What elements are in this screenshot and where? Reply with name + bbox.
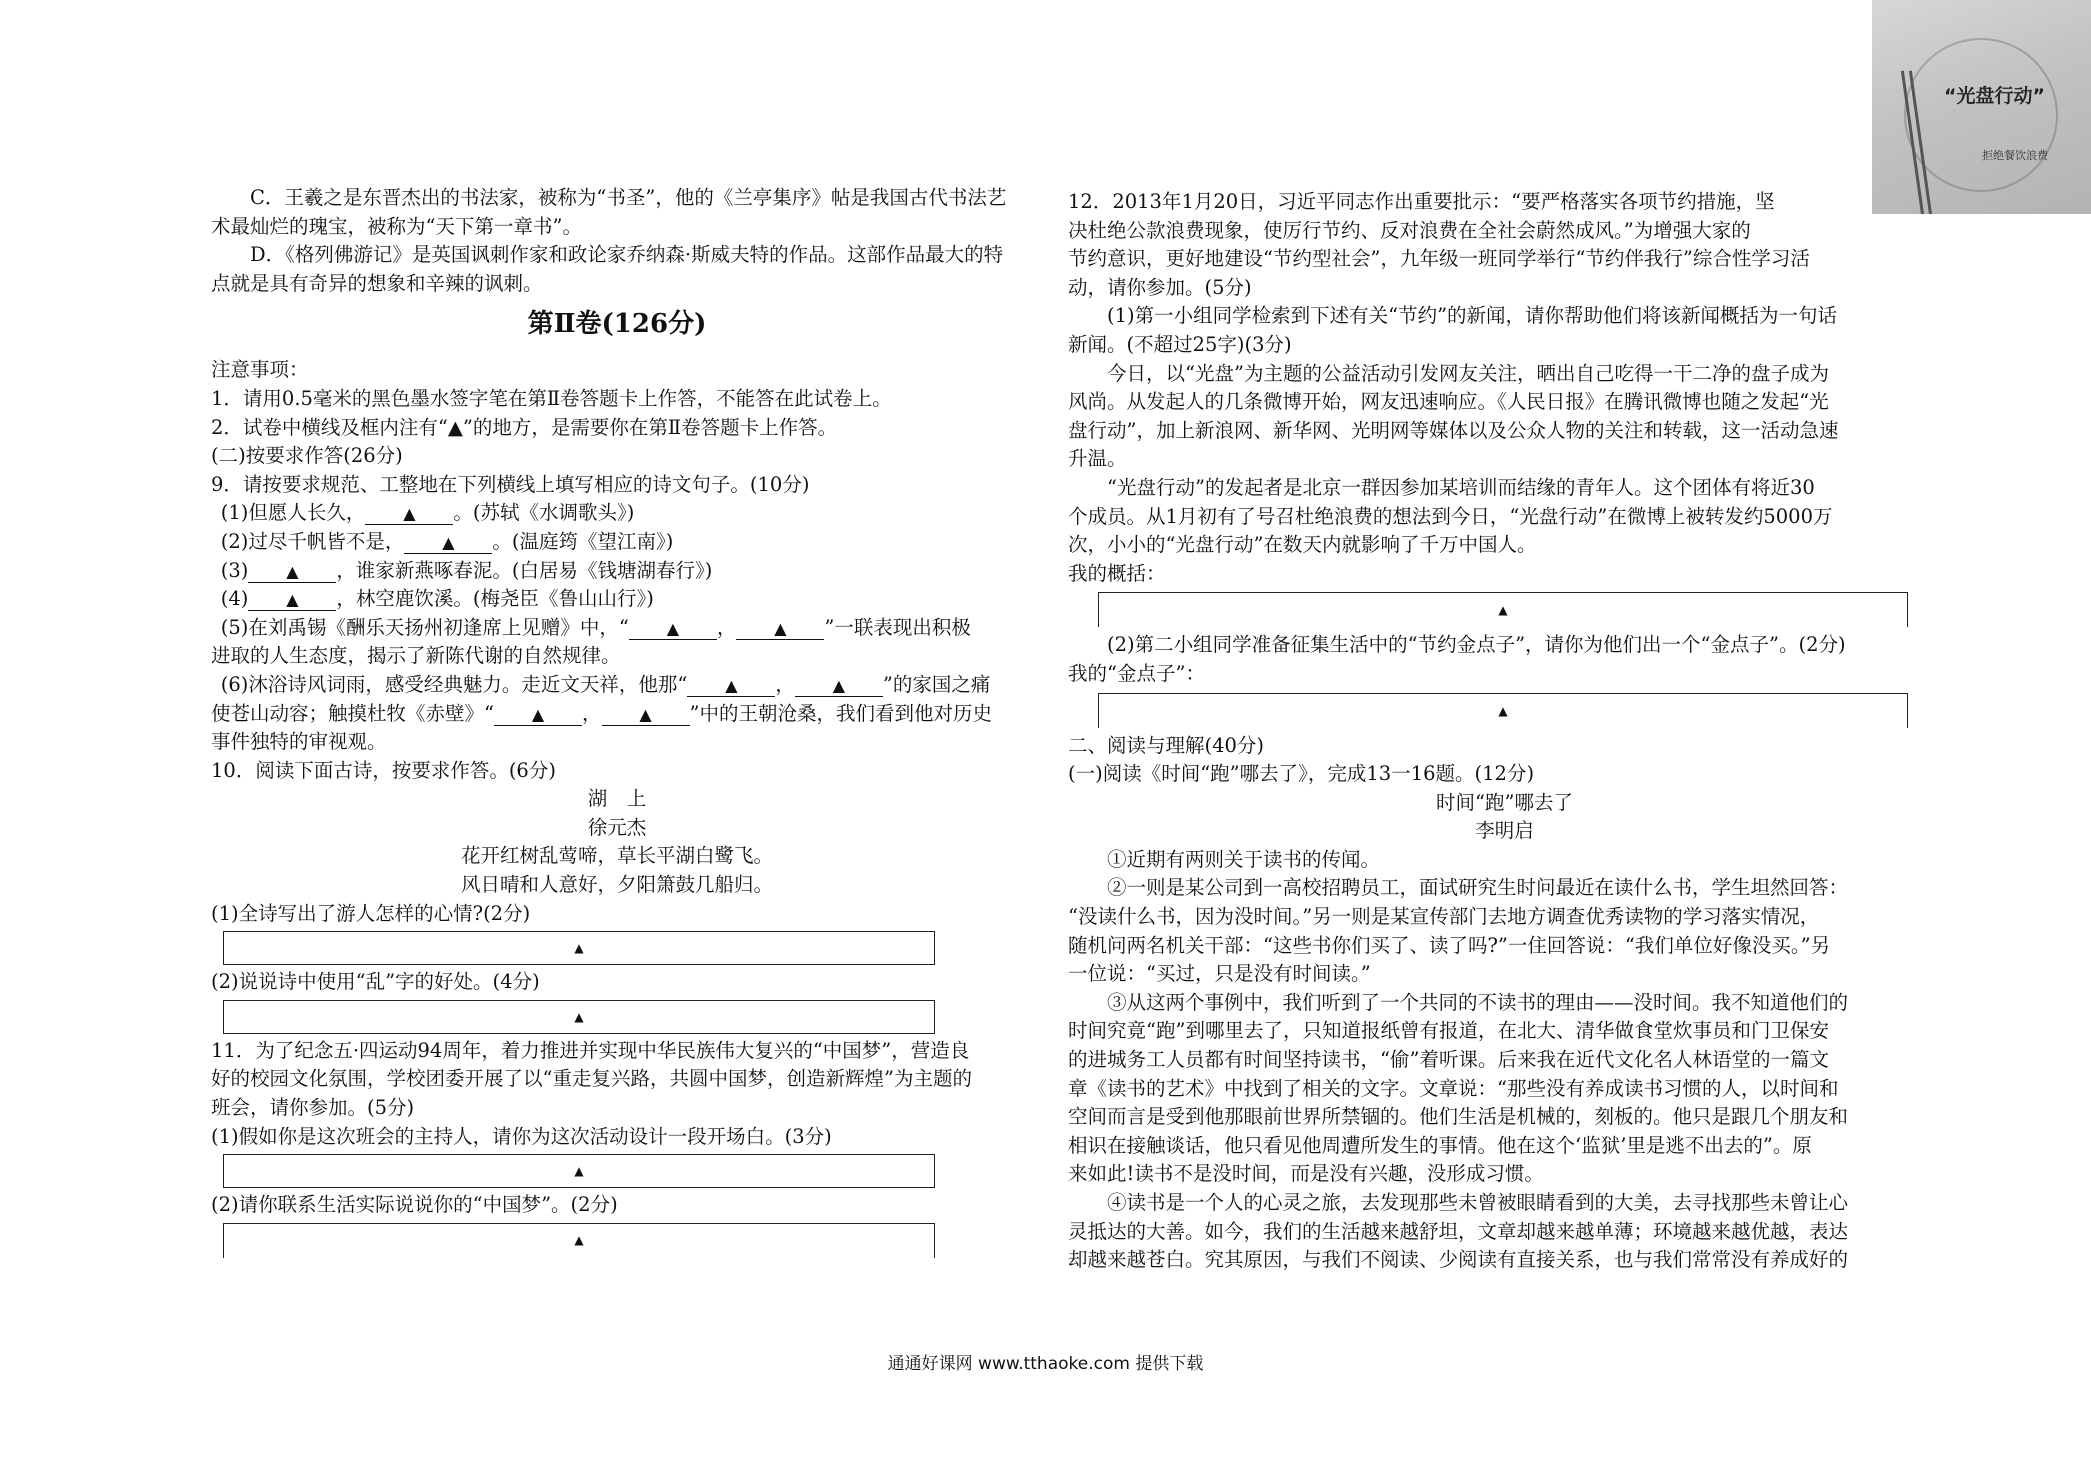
article-para-3-line2: 时间究竟“跑”到哪里去了，只知道报纸曾有报道，在北大、清华做食堂炊事员和门卫保安	[1068, 1019, 1829, 1043]
article-para-3-line5: 空间而言是受到他那眼前世界所禁锢的。他们生活是机械的，刻板的。他只是跟几个朋友和	[1068, 1105, 1849, 1129]
q9-item-6-cont2: 事件独特的审视观。	[211, 730, 387, 754]
q9-item-6-cont1: 使苍山动容；触摸杜牧《赤壁》“ ▲ ， ▲ ”中的王朝沧桑，我们看到他对历史	[211, 701, 992, 725]
q12-line-3: 节约意识，更好地建设“节约型社会”，九年级一班同学举行“节约伴我行”综合性学习活	[1068, 247, 1810, 271]
answer-box-q12-2[interactable]: ▲	[1098, 693, 1908, 728]
answer-blank[interactable]: ▲	[736, 619, 824, 640]
answer-blank[interactable]: ▲	[602, 705, 690, 726]
q9-item-6: (6)沐浴诗风词雨，感受经典魅力。走近文天祥，他那“ ▲ ， ▲ ”的家国之痛	[220, 672, 991, 696]
answer-box-q10-2[interactable]: ▲	[223, 1000, 935, 1034]
q12-part2: (2)第二小组同学准备征集生活中的“节约金点子”，请你为他们出一个“金点子”。(2分)	[1107, 633, 1846, 657]
news-para2-line3: 次，小小的“光盘行动”在数天内就影响了千万中国人。	[1068, 533, 1537, 557]
news-para1-line1: 今日，以“光盘”为主题的公益活动引发网友关注，晒出自己吃得一干二净的盘子成为	[1107, 361, 1829, 385]
article-para-4-line1: ④读书是一个人的心灵之旅，去发现那些未曾被眼睛看到的大美，去寻找那些未曾让心	[1107, 1191, 1849, 1214]
option-d-line1: D．《格列佛游记》是英国讽刺作家和政论家乔纳森·斯威夫特的作品。这部作品最大的特	[250, 243, 1004, 267]
answer-box-q11-2[interactable]: ▲	[223, 1223, 935, 1258]
poem-author: 徐元杰	[587, 815, 647, 839]
photo-slogan: “光盘行动”	[1944, 85, 2045, 107]
q10-2: (2)说说诗中使用“乱”字的好处。(4分)	[211, 970, 540, 994]
article-para-2-line2: “没读什么书，因为没时间。”另一则是某宣传部门去地方调查优秀读物的学习落实情况，	[1068, 905, 1820, 929]
article-para-3-line1: ③从这两个事例中，我们听到了一个共同的不读书的理由——没时间。我不知道他们的	[1107, 990, 1849, 1014]
q12-part1-line2: 新闻。(不超过25字)(3分)	[1068, 332, 1292, 356]
q10-1: (1)全诗写出了游人怎样的心情?(2分)	[211, 901, 531, 925]
answer-box-q12-1[interactable]: ▲	[1098, 592, 1908, 627]
q11-2: (2)请你联系生活实际说说你的“中国梦”。(2分)	[211, 1193, 618, 1217]
answer-blank[interactable]: ▲	[248, 562, 336, 583]
answer-blank[interactable]: ▲	[248, 590, 336, 611]
poem-line-2: 风日晴和人意好，夕阳箫鼓几船归。	[460, 873, 773, 897]
left-column	[211, 184, 1023, 1261]
answer-box-q10-1[interactable]: ▲	[223, 931, 935, 965]
article-para-3-line4: 章《读书的艺术》中找到了相关的文字。文章说：“那些没有养成读书习惯的人，以时间和	[1068, 1076, 1839, 1100]
note-2: 2．试卷中横线及框内注有“▲”的地方，是需要你在第Ⅱ卷答题卡上作答。	[211, 415, 838, 439]
q11-stem-3: 班会，请你参加。(5分)	[211, 1096, 415, 1120]
q11-1: (1)假如你是这次班会的主持人，请你为这次活动设计一段开场白。(3分)	[211, 1124, 832, 1148]
my-summary-label: 我的概括：	[1068, 561, 1166, 585]
answer-blank[interactable]: ▲	[687, 676, 775, 697]
note-1: 1．请用0.5毫米的黑色墨水签字笔在第Ⅱ卷答题卡上作答，不能答在此试卷上。	[211, 386, 892, 410]
news-para1-line2: 风尚。从发起人的几条微博开始，网友迅速响应。《人民日报》在腾讯微博也随之发起“光	[1068, 390, 1829, 414]
article-para-1: ①近期有两则关于读书的传闻。	[1107, 847, 1381, 871]
article-title: 时间“跑”哪去了	[1436, 790, 1573, 814]
answer-blank[interactable]: ▲	[629, 619, 717, 640]
q10-stem: 10．阅读下面古诗，按要求作答。(6分)	[211, 758, 556, 782]
option-c-line2: 术最灿烂的瑰宝，被称为“天下第一章书”。	[211, 214, 582, 238]
reading1-stem: (一)阅读《时间“跑”哪去了》，完成13一16题。(12分)	[1068, 762, 1535, 786]
guangpan-photo	[1872, 0, 2091, 214]
news-para2-line2: 个成员。从1月初有了号召杜绝浪费的想法到今日，“光盘行动”在微博上被转发约5000万	[1068, 504, 1833, 528]
option-c-line1: C．王羲之是东晋杰出的书法家，被称为“书圣”，他的《兰亭集序》帖是我国古代书法艺	[250, 186, 1007, 209]
section-title: 第Ⅱ卷(126分)	[527, 309, 707, 340]
my-idea-label: 我的“金点子”：	[1068, 661, 1205, 685]
reading-part-heading: 二、阅读与理解(40分)	[1068, 733, 1265, 757]
article-para-3-line7: 来如此!读书不是没时间，而是没有兴趣，没形成习惯。	[1068, 1162, 1544, 1186]
answer-box-q11-1[interactable]: ▲	[223, 1154, 935, 1188]
q9-stem: 9．请按要求规范、工整地在下列横线上填写相应的诗文句子。(10分)	[211, 472, 810, 496]
notes-heading: 注意事项：	[211, 358, 309, 382]
news-para1-line4: 升温。	[1068, 447, 1127, 471]
poem-line-1: 花开红树乱莺啼，草长平湖白鹭飞。	[460, 844, 773, 868]
q12-line-4: 动，请你参加。(5分)	[1068, 275, 1252, 299]
q12-line-1: 12．2013年1月20日，习近平同志作出重要批示：“要严格落实各项节约措施，坚	[1068, 190, 1775, 213]
q9-item-3: (3) ▲ ，谁家新燕啄春泥。(白居易《钱塘湖春行》)	[220, 558, 713, 582]
article-para-2-line1: ②一则是某公司到一高校招聘员工，面试研究生时问最近在读什么书，学生坦然回答：	[1107, 876, 1849, 900]
q9-item-4: (4) ▲ ，林空鹿饮溪。(梅尧臣《鲁山山行》)	[220, 587, 654, 611]
article-para-3-line3: 的进城务工人员都有时间坚持读书，“偷”着听课。后来我在近代文化名人林语堂的一篇文	[1068, 1048, 1829, 1072]
option-d-line2: 点就是具有奇异的想象和辛辣的讽刺。	[211, 271, 543, 295]
news-para1-line3: 盘行动”，加上新浪网、新华网、光明网等媒体以及公众人物的关注和转载，这一活动急速	[1068, 418, 1839, 442]
answer-blank[interactable]: ▲	[494, 705, 582, 726]
article-para-4-line2: 灵抵达的大善。如今，我们的生活越来越舒坦，文章却越来越单薄；环境越来越优越，表达	[1068, 1219, 1849, 1243]
article-para-2-line4: 一位说：“买过，只是没有时间读。”	[1068, 962, 1371, 986]
article-para-3-line6: 相识在接触谈话，他只看见他周遭所发生的事情。他在这个‘监狱’里是逃不出去的”。原	[1068, 1133, 1812, 1157]
q9-item-2: (2)过尽千帆皆不是， ▲ 。(温庭筠《望江南》)	[220, 529, 674, 553]
q11-stem-2: 好的校园文化氛围，学校团委开展了以“重走复兴路，共圆中国梦，创造新辉煌”为主题的	[211, 1067, 972, 1091]
poem-title: 湖 上	[587, 787, 647, 811]
article-author: 李明启	[1475, 819, 1534, 843]
footer-source: 通通好课网 www.tthaoke.com 提供下载	[887, 1354, 1204, 1374]
answer-blank[interactable]: ▲	[795, 676, 883, 697]
q9-item-1: (1)但愿人长久， ▲ 。(苏轼《水调歌头》)	[220, 501, 635, 525]
right-column	[1068, 184, 1941, 1275]
answer-blank[interactable]: ▲	[365, 504, 453, 525]
q9-item-5: (5)在刘禹锡《酬乐天扬州初逢席上见赠》中，“ ▲ ， ▲ ”一联表现出积极	[220, 615, 971, 639]
article-para-2-line3: 随机问两名机关干部：“这些书你们买了、读了吗?”一住回答说：“我们单位好像没买。”另	[1068, 933, 1831, 957]
photo-subtitle: 拒绝餐饮浪费	[1982, 149, 2048, 162]
news-para2-line1: “光盘行动”的发起者是北京一群因参加某培训而结缘的青年人。这个团体有将近30	[1107, 475, 1815, 499]
part2-heading: (二)按要求作答(26分)	[211, 444, 403, 468]
answer-blank[interactable]: ▲	[404, 533, 492, 554]
q12-part1-line1: (1)第一小组同学检索到下述有关“节约”的新闻，请你帮助他们将该新闻概括为一句话	[1107, 304, 1838, 328]
q12-line-2: 决杜绝公款浪费现象，使厉行节约、反对浪费在全社会蔚然成风。”为增强大家的	[1068, 218, 1751, 242]
article-para-4-line3: 却越来越苍白。究其原因，与我们不阅读、少阅读有直接关系，也与我们常常没有养成好的	[1068, 1248, 1849, 1272]
q11-stem-1: 11．为了纪念五·四运动94周年，着力推进并实现中华民族伟大复兴的“中国梦”，营造良	[211, 1038, 970, 1062]
q9-item-5-cont: 进取的人生态度，揭示了新陈代谢的自然规律。	[211, 644, 621, 668]
